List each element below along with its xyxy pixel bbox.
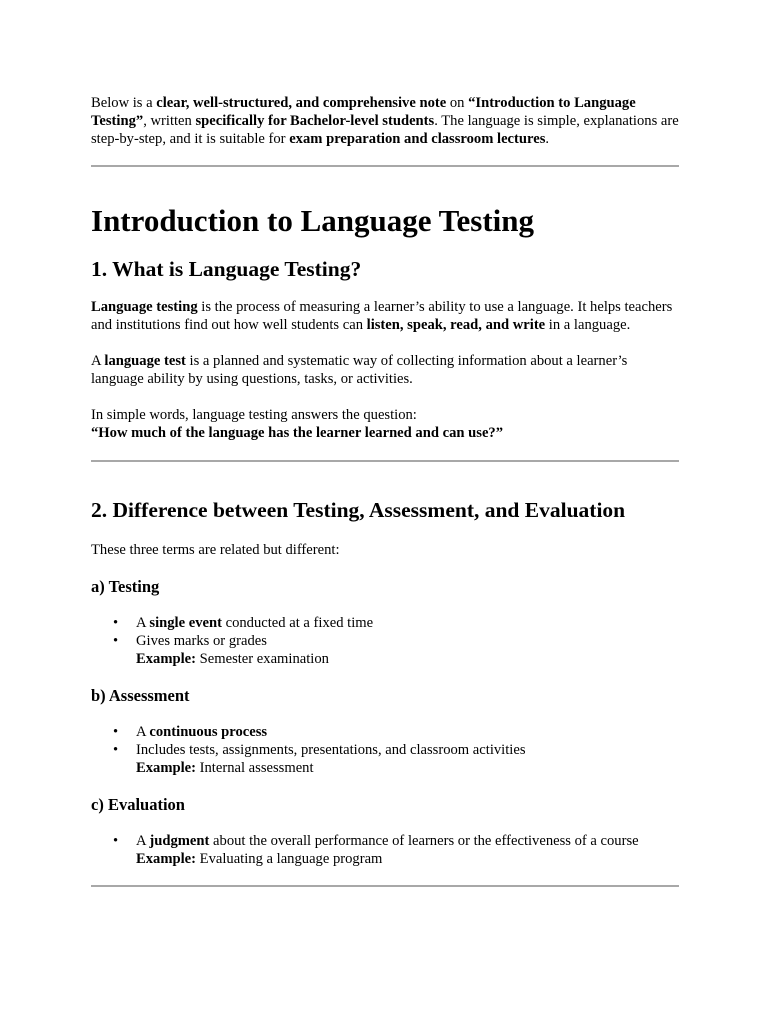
divider [91, 165, 679, 167]
paragraph-text: is a planned and systematic way of collecting information about a learner’s language ability by using questions, tasks, or activities. [91, 353, 628, 387]
bold-term: Language testing [91, 299, 198, 315]
bold-term: judgment [149, 833, 210, 849]
list-text: A [136, 615, 150, 631]
intro-text: Below is a [91, 95, 157, 111]
example-assessment [91, 759, 679, 777]
paragraph-simple-words [91, 406, 679, 442]
list-evaluation [91, 832, 679, 850]
divider [91, 460, 679, 462]
list-item [91, 723, 679, 741]
key-question: “How much of the language has the learner learned and can use?” [91, 425, 504, 441]
subheading-evaluation: c) Evaluation [91, 795, 185, 814]
example-label: Example: [136, 651, 196, 667]
intro-text: , written [143, 113, 196, 129]
paragraph-language-test [91, 352, 679, 388]
subheading-assessment: b) Assessment [91, 686, 190, 705]
paragraph-text: A [91, 353, 105, 369]
divider [91, 885, 679, 887]
paragraph-text: in a language. [545, 317, 631, 333]
list-testing [91, 614, 679, 650]
paragraph-definition [91, 298, 679, 334]
intro-bold: specifically for Bachelor-level students [195, 113, 435, 129]
document-title: Introduction to Language Testing [91, 203, 535, 238]
example-label: Example: [136, 760, 196, 776]
intro-paragraph [91, 94, 679, 148]
list-item [91, 832, 679, 850]
list-text: A [136, 724, 150, 740]
example-evaluation [91, 850, 679, 868]
paragraph-text: In simple words, language testing answers the question: [91, 407, 417, 423]
intro-text: . The language is simple, explanations are step-by-step, and it is suitable for [91, 113, 679, 147]
list-text: conducted at a fixed time [221, 615, 374, 631]
paragraph-lead: These three terms are related but different: [91, 542, 340, 558]
example-text: Semester examination [196, 651, 329, 667]
intro-bold: clear, well-structured, and comprehensive note [156, 95, 447, 111]
document-content [91, 94, 679, 887]
list-item: • Gives marks or grades [91, 632, 679, 650]
list-item [91, 614, 679, 632]
paragraph-text: is the process of measuring a learner’s ability to use a language. It helps teachers and institutions find out how well students can [91, 299, 673, 333]
bold-term: continuous process [149, 724, 268, 740]
example-text: Internal assessment [196, 760, 314, 776]
example-text: Evaluating a language program [196, 851, 383, 867]
example-testing [91, 650, 679, 668]
bold-term: language test [104, 353, 186, 369]
list-assessment [91, 723, 679, 759]
section-heading-difference: 2. Difference between Testing, Assessment, and Evaluation [91, 498, 626, 522]
intro-bold: “Introduction to Language Testing” [91, 95, 636, 129]
list-text: A [136, 833, 150, 849]
subheading-testing: a) Testing [91, 577, 160, 596]
list-item: • Includes tests, assignments, presentations, and classroom activities [91, 741, 679, 759]
bold-term: single event [149, 615, 222, 631]
list-text: about the overall performance of learners or the effectiveness of a course [209, 833, 639, 849]
intro-bold: exam preparation and classroom lectures [289, 131, 546, 147]
bold-term: listen, speak, read, and write [366, 317, 546, 333]
example-label: Example: [136, 851, 196, 867]
intro-text: on [446, 95, 469, 111]
intro-text: . [545, 131, 550, 147]
section-heading-what-is: 1. What is Language Testing? [91, 257, 362, 281]
